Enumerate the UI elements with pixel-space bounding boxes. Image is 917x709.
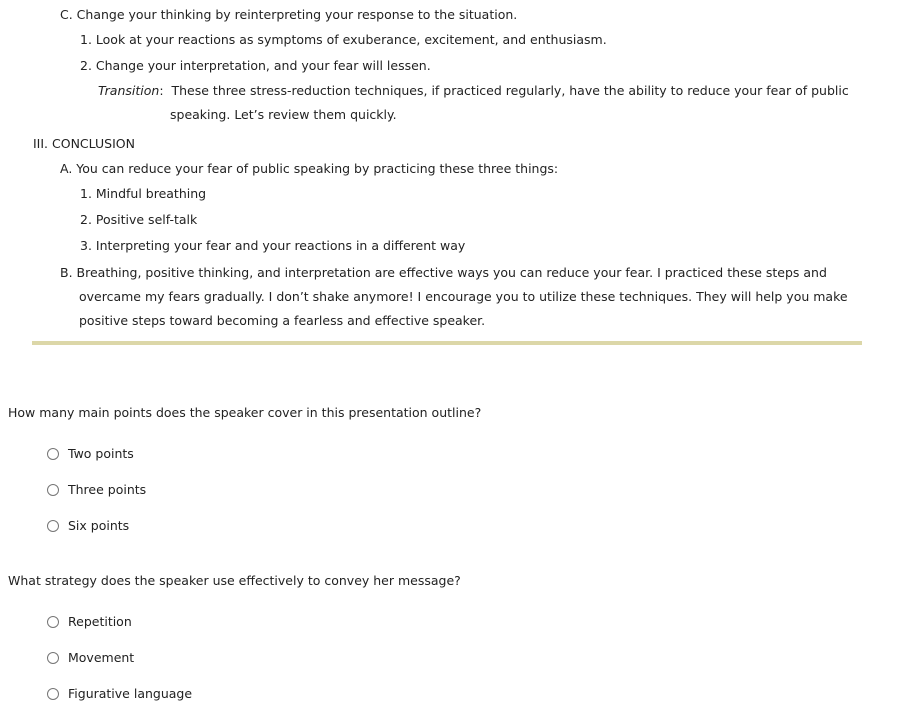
radio-button-icon[interactable] <box>47 688 59 700</box>
transition-line-1 <box>98 83 849 99</box>
transition-label: Transition <box>98 83 160 98</box>
q2-option-label[interactable]: Figurative language <box>68 686 193 701</box>
question-2-prompt: What strategy does the speaker use effectively to convey her message? <box>8 573 461 588</box>
q2-option-label[interactable]: Repetition <box>68 614 132 629</box>
conclusion-point-a: A. You can reduce your fear of public speaking by practicing these three things: <box>60 161 559 176</box>
q1-option-two-points[interactable] <box>47 446 134 462</box>
radio-button-icon[interactable] <box>47 616 59 628</box>
conclusion-point-b-line-3: positive steps toward becoming a fearless and effective speaker. <box>79 313 486 328</box>
radio-button-icon[interactable] <box>47 652 59 664</box>
conclusion-point-a-1: 1. Mindful breathing <box>80 186 207 201</box>
outline-point-c-1: 1. Look at your reactions as symptoms of exuberance, excitement, and enthusiasm. <box>80 32 607 47</box>
q1-option-three-points[interactable] <box>47 482 146 498</box>
radio-button-icon[interactable] <box>47 520 59 532</box>
question-1-prompt: How many main points does the speaker cover in this presentation outline? <box>8 405 482 420</box>
q1-option-six-points[interactable] <box>47 518 129 534</box>
q1-option-label[interactable]: Six points <box>68 518 130 533</box>
transition-line-2: speaking. Let’s review them quickly. <box>170 107 397 122</box>
conclusion-point-b-line-1: B. Breathing, positive thinking, and interpretation are effective ways you can reduce your fear. I practiced these steps and <box>60 265 827 280</box>
outline-point-c: C. Change your thinking by reinterpreting your response to the situation. <box>60 7 518 22</box>
outline-point-c-2: 2. Change your interpretation, and your fear will lessen. <box>80 58 431 73</box>
radio-button-icon[interactable] <box>47 448 59 460</box>
conclusion-point-b-line-2: overcame my fears gradually. I don’t shake anymore! I encourage you to utilize these techniques. They will help you make <box>79 289 848 304</box>
conclusion-point-a-2: 2. Positive self-talk <box>80 212 198 227</box>
q1-option-label[interactable]: Two points <box>68 446 134 461</box>
q2-option-label[interactable]: Movement <box>68 650 135 665</box>
section-divider <box>32 341 862 345</box>
q2-option-figurative-language[interactable] <box>47 686 192 702</box>
q2-option-movement[interactable] <box>47 650 134 666</box>
conclusion-heading: III. CONCLUSION <box>33 136 135 151</box>
conclusion-point-a-3: 3. Interpreting your fear and your reactions in a different way <box>80 238 466 253</box>
q1-option-label[interactable]: Three points <box>68 482 147 497</box>
transition-colon: : <box>159 83 164 98</box>
transition-text-1: These three stress-reduction techniques, if practiced regularly, have the ability to reduce your fear of public <box>171 83 849 98</box>
radio-button-icon[interactable] <box>47 484 59 496</box>
q2-option-repetition[interactable] <box>47 614 132 630</box>
